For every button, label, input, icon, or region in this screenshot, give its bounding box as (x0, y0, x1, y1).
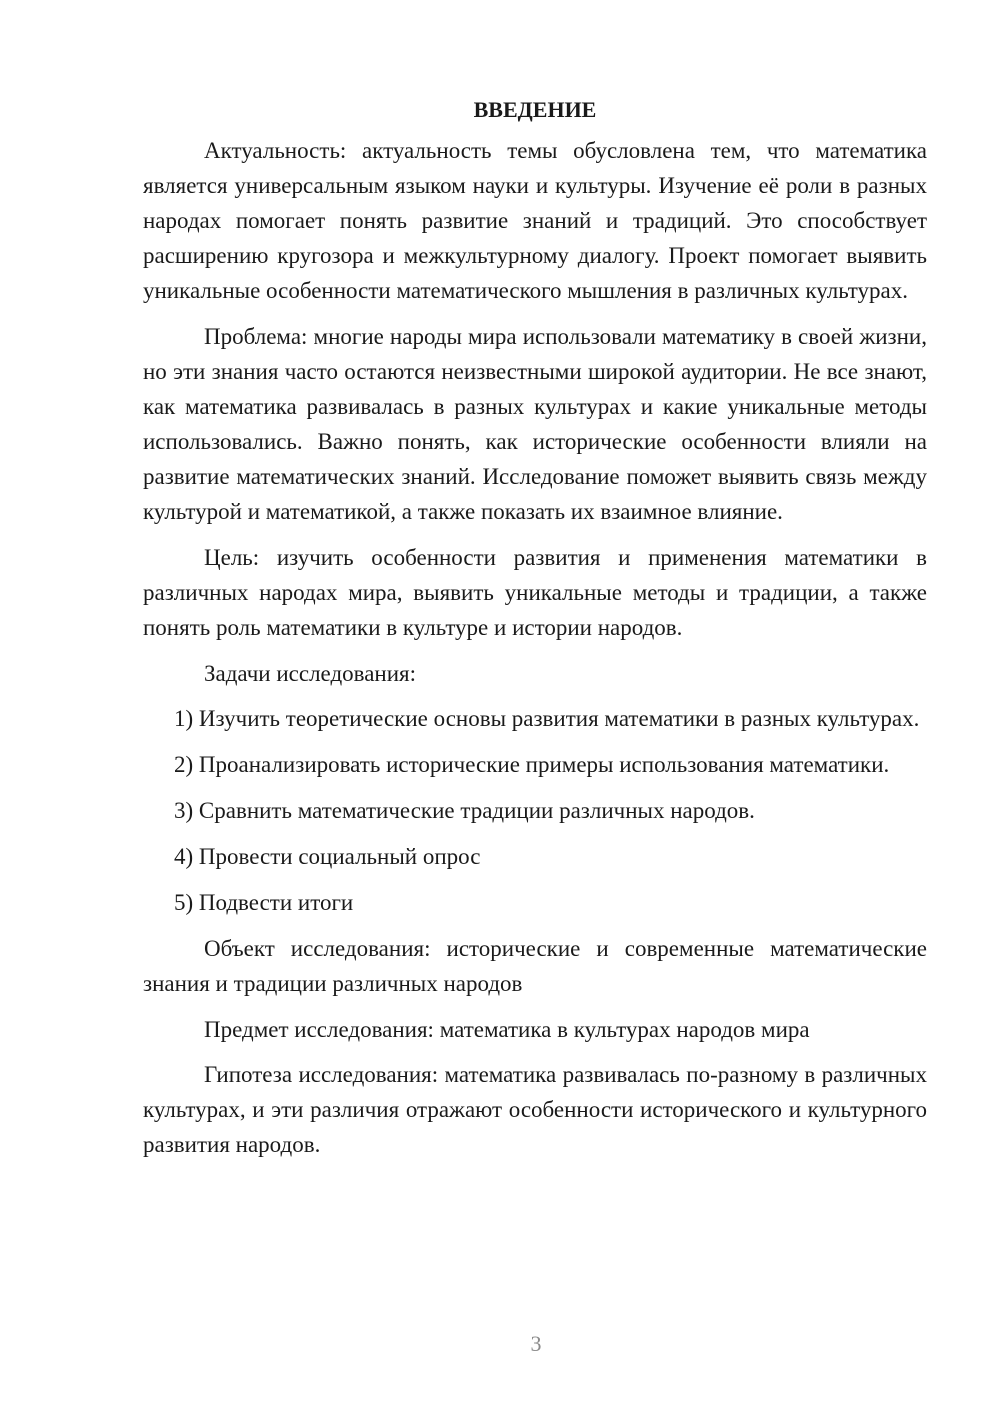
page-number: 3 (530, 1331, 542, 1356)
paragraph-subject: Предмет исследования: математика в культурах народов мира (204, 1017, 810, 1042)
paragraph-hypothesis: Гипотеза исследования: математика развивалась по-разному в различных культурах, и эти различия отражают особенности исторического и культурного развития народов. (143, 1062, 927, 1157)
task-item-5: 5) Подвести итоги (174, 890, 354, 915)
paragraph-relevance: Актуальность: актуальность темы обусловлена тем, что математика является универсальным языком науки и культуры. Изучение её роли в разных народах помогает понять развитие знаний и традиций. Это способствует расширению кругозора и межкультурному диалогу. Проект помогает выявить уникальные особенности математического мышления в различных культурах. (143, 138, 927, 303)
task-item-3: 3) Сравнить математические традиции различных народов. (174, 798, 755, 823)
paragraph-problem: Проблема: многие народы мира использовали математику в своей жизни, но эти знания часто остаются неизвестными широкой аудитории. Не все знают, как математика развивалась в разных культурах и какие уникальные методы использовались. Важно понять, как исторические особенности влияли на развитие математических знаний. Исследование поможет выявить связь между культурой и математикой, а также показать их взаимное влияние. (143, 324, 927, 524)
task-item-2: 2) Проанализировать исторические примеры использования математики. (174, 752, 890, 777)
tasks-heading: Задачи исследования: (204, 661, 417, 686)
task-item-4: 4) Провести социальный опрос (174, 844, 481, 869)
section-title: ВВЕДЕНИЕ (473, 97, 597, 122)
page-content (143, 92, 927, 1173)
paragraph-object: Объект исследования: исторические и современные математические знания и традиции различных народов (143, 936, 927, 996)
task-item-1: 1) Изучить теоретические основы развития математики в разных культурах. (174, 706, 920, 731)
paragraph-goal: Цель: изучить особенности развития и применения математики в различных народах мира, выявить уникальные методы и традиции, а также понять роль математики в культуре и истории народов. (143, 545, 927, 640)
